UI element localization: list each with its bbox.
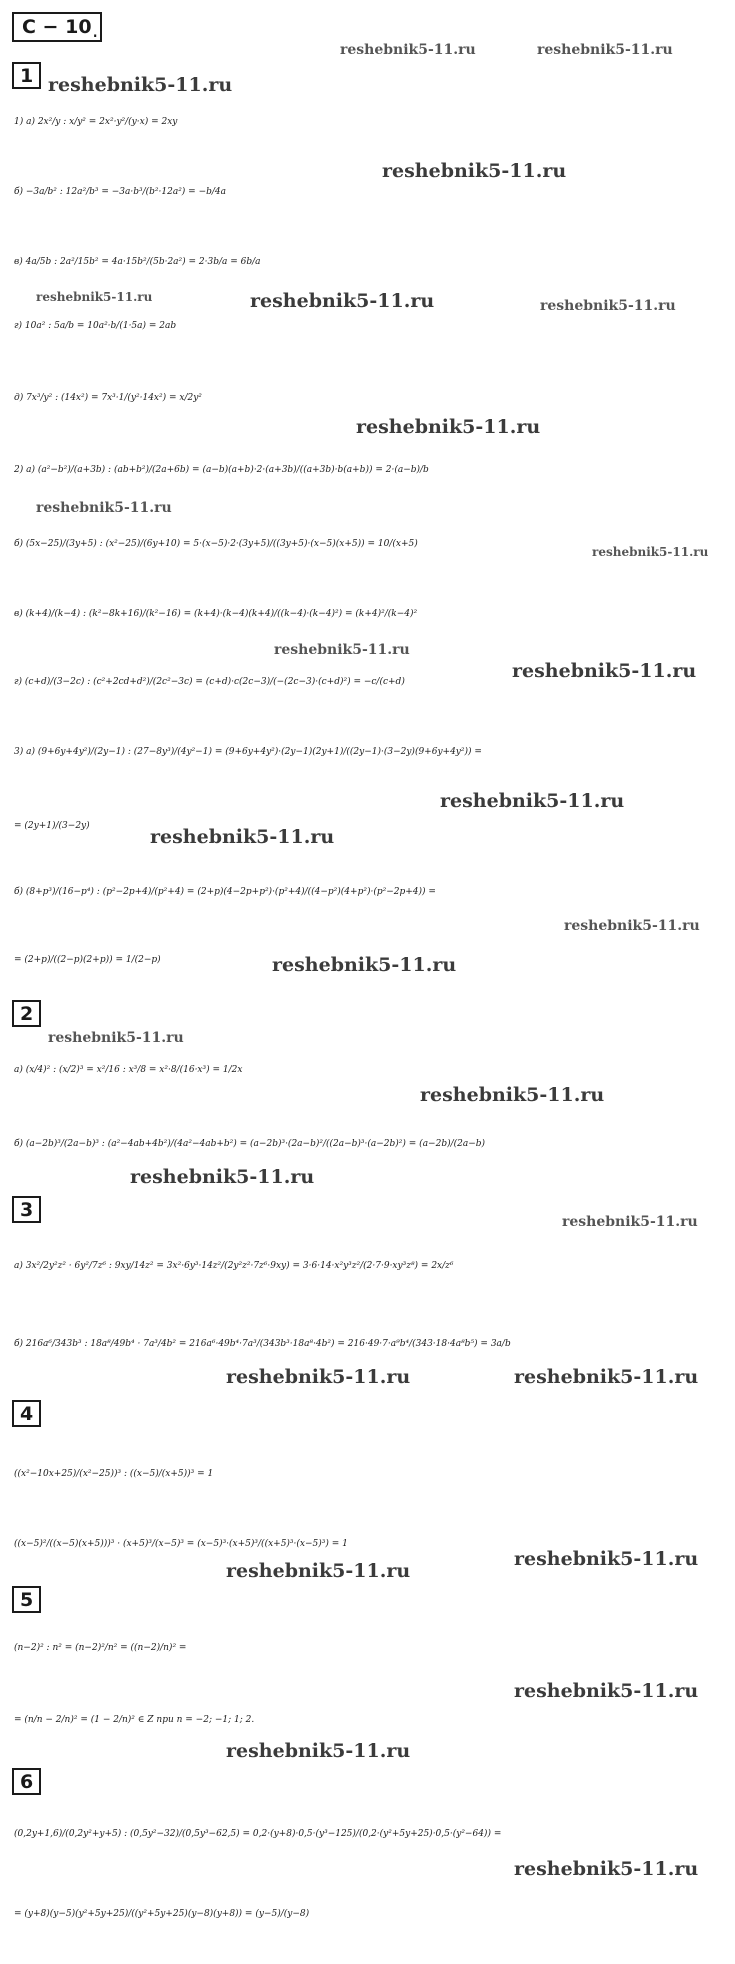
equation-line: ((x−5)²/((x−5)(x+5)))³ · (x+5)³/(x−5)³ = (x−5)³·(x+5)³/((x+5)³·(x−5)³) = 1 — [14, 1539, 348, 1549]
task-6-label: 6 — [12, 1768, 41, 1795]
equation-line: = (2+p)/((2−p)(2+p)) = 1/(2−p) — [14, 955, 161, 965]
equation-line: = (n/n − 2/n)² = (1 − 2/n)² ∈ Z при n = −2; −1; 1; 2. — [14, 1715, 255, 1725]
task-5-label: 5 — [12, 1586, 41, 1613]
equation-line: а) (x/4)² : (x/2)³ = x²/16 : x³/8 = x²·8/(16·x³) = 1/2x — [14, 1065, 243, 1075]
equation-line: г) 10a² : 5a/b = 10a²·b/(1·5a) = 2ab — [14, 321, 177, 331]
task-3-label: 3 — [12, 1196, 41, 1223]
equation-line: д) 7x³/y² : (14x²) = 7x³·1/(y²·14x²) = x/2y² — [14, 393, 202, 403]
watermark: reshebnik5-11.ru — [48, 1030, 184, 1046]
watermark: reshebnik5-11.ru — [36, 500, 172, 516]
watermark: reshebnik5-11.ru — [564, 918, 700, 934]
equation-line: = (y+8)(y−5)(y²+5y+25)/((y²+5y+25)(y−8)(y+8)) = (y−5)/(y−8) — [14, 1909, 310, 1919]
title-period: . — [92, 18, 99, 42]
watermark: reshebnik5-11.ru — [420, 1084, 605, 1106]
equation-line: в) 4a/5b : 2a²/15b² = 4a·15b²/(5b·2a²) = 2·3b/a = 6b/a — [14, 257, 261, 267]
equation-line: (0,2y+1,6)/(0,2y²+y+5) : (0,5y²−32)/(0,5y³−62,5) = 0,2·(y+8)·0,5·(y³−125)/(0,2·(y²+5y+25)·0,5·(y²−64)) = — [14, 1829, 502, 1839]
equation-line: ((x²−10x+25)/(x²−25))³ : ((x−5)/(x+5))³ = 1 — [14, 1469, 214, 1479]
watermark: reshebnik5-11.ru — [274, 642, 410, 658]
watermark: reshebnik5-11.ru — [130, 1166, 315, 1188]
equation-line: б) 216a⁶/343b³ : 18a⁸/49b⁴ · 7a³/4b² = 216a⁶·49b⁴·7a³/(343b³·18a⁸·4b²) = 216·49·7·a⁹b⁴/(343·18·4a⁸b⁵) = 3a/b — [14, 1339, 511, 1349]
equation-line: 1) а) 2x²/y : x/y² = 2x²·y²/(y·x) = 2xy — [14, 117, 178, 127]
watermark: reshebnik5-11.ru — [440, 790, 625, 812]
equation-line: 2) а) (a²−b²)/(a+3b) : (ab+b²)/(2a+6b) = (a−b)(a+b)·2·(a+3b)/((a+3b)·b(a+b)) = 2·(a−b)/b — [14, 465, 429, 475]
watermark: reshebnik5-11.ru — [514, 1548, 699, 1570]
page-title: С − 10 — [12, 12, 102, 42]
watermark: reshebnik5-11.ru — [514, 1858, 699, 1880]
watermark: reshebnik5-11.ru — [592, 545, 709, 559]
watermark: reshebnik5-11.ru — [356, 416, 541, 438]
task-1-label: 1 — [12, 62, 41, 89]
watermark: reshebnik5-11.ru — [272, 954, 457, 976]
equation-line: в) (k+4)/(k−4) : (k²−8k+16)/(k²−16) = (k+4)·(k−4)(k+4)/((k−4)·(k−4)²) = (k+4)²/(k−4)² — [14, 609, 418, 619]
watermark: reshebnik5-11.ru — [226, 1366, 411, 1388]
equation-line: б) (5x−25)/(3y+5) : (x²−25)/(6y+10) = 5·(x−5)·2·(3y+5)/((3y+5)·(x−5)(x+5)) = 10/(x+5) — [14, 539, 418, 549]
watermark: reshebnik5-11.ru — [562, 1214, 698, 1230]
watermark: reshebnik5-11.ru — [48, 74, 233, 96]
watermark: reshebnik5-11.ru — [537, 42, 673, 58]
watermark: reshebnik5-11.ru — [512, 660, 697, 682]
equation-line: б) (a−2b)³/(2a−b)³ : (a²−4ab+4b²)/(4a²−4ab+b²) = (a−2b)³·(2a−b)²/((2a−b)³·(a−2b)²) = (a−2b)/(2a−b) — [14, 1139, 486, 1149]
watermark: reshebnik5-11.ru — [150, 826, 335, 848]
watermark: reshebnik5-11.ru — [540, 298, 676, 314]
equation-line: б) (8+p³)/(16−p⁴) : (p²−2p+4)/(p²+4) = (2+p)(4−2p+p²)·(p²+4)/((4−p²)(4+p²)·(p²−2p+4)) = — [14, 887, 436, 897]
equation-line: а) 3x²/2y²z² · 6y²/7z⁶ : 9xy/14z² = 3x²·6y³·14z²/(2y²z²·7z⁶·9xy) = 3·6·14·x²y³z²/(2·7·9·xy³z⁸) = 2x/z⁶ — [14, 1261, 454, 1271]
equation-line: б) −3a/b² : 12a²/b³ = −3a·b³/(b²·12a²) = −b/4a — [14, 187, 227, 197]
equation-line: 3) а) (9+6y+4y²)/(2y−1) : (27−8y³)/(4y²−1) = (9+6y+4y²)·(2y−1)(2y+1)/((2y−1)·(3−2y)(9+6y+4y²)) = — [14, 747, 482, 757]
watermark: reshebnik5-11.ru — [514, 1366, 699, 1388]
equation-line: (n−2)² : n² = (n−2)²/n² = ((n−2)/n)² = — [14, 1643, 187, 1653]
watermark: reshebnik5-11.ru — [36, 290, 153, 304]
watermark: reshebnik5-11.ru — [382, 160, 567, 182]
watermark: reshebnik5-11.ru — [226, 1740, 411, 1762]
watermark: reshebnik5-11.ru — [514, 1680, 699, 1702]
watermark: reshebnik5-11.ru — [226, 1560, 411, 1582]
task-2-label: 2 — [12, 1000, 41, 1027]
watermark: reshebnik5-11.ru — [250, 290, 435, 312]
task-4-label: 4 — [12, 1400, 41, 1427]
equation-line: г) (c+d)/(3−2c) : (c²+2cd+d²)/(2c²−3c) = (c+d)·c(2c−3)/(−(2c−3)·(c+d)²) = −c/(c+d) — [14, 677, 405, 687]
equation-line: = (2y+1)/(3−2y) — [14, 821, 90, 831]
watermark: reshebnik5-11.ru — [340, 42, 476, 58]
